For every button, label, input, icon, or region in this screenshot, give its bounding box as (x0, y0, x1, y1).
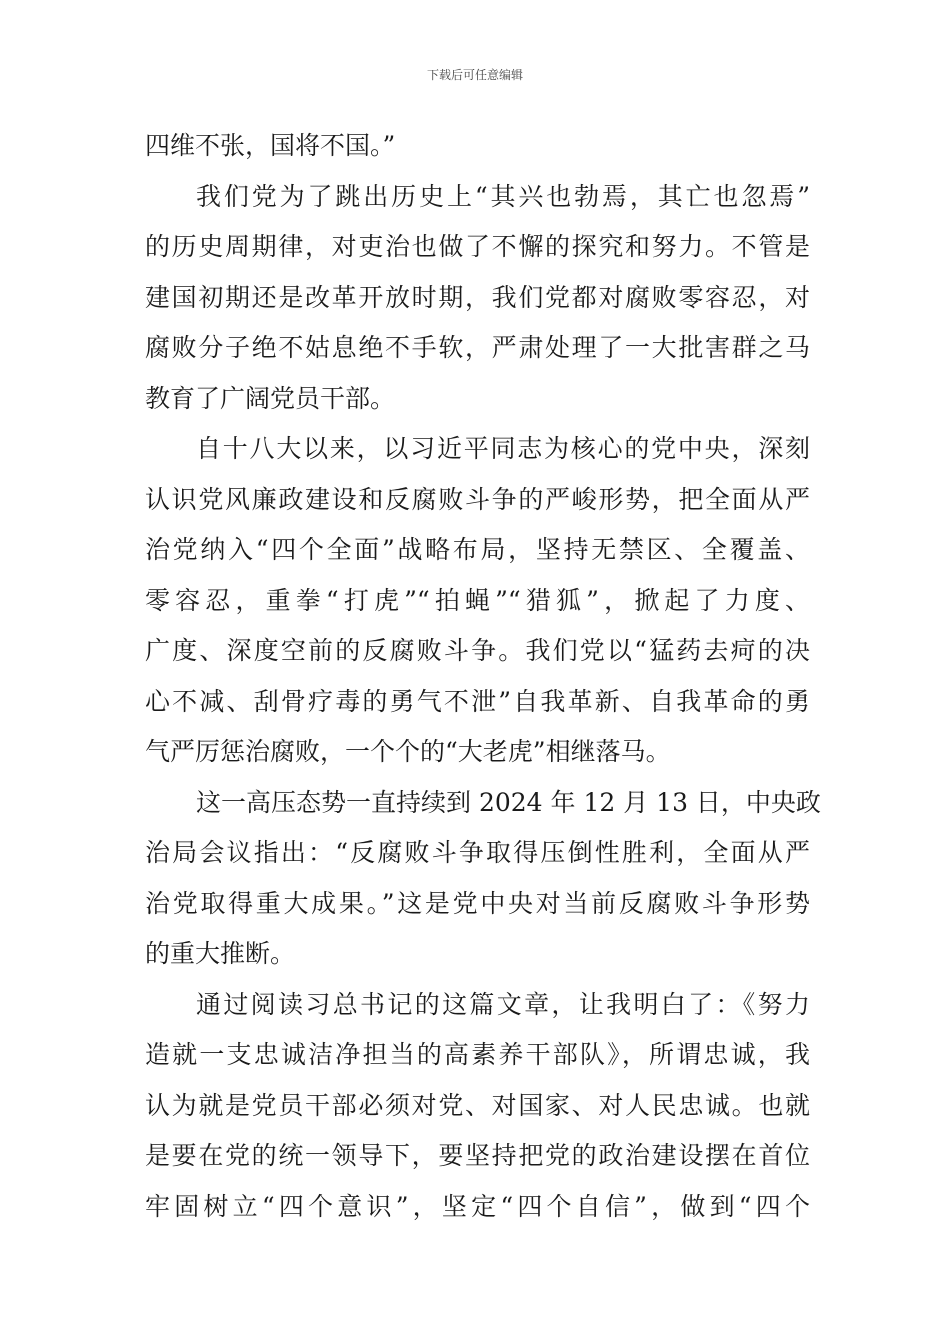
text-line: 广度、深度空前的反腐败斗争。我们党以“猛药去疴的决 (145, 636, 810, 665)
text-line: 这一高压态势一直持续到 2024 年 12 月 13 日，中央政 (196, 787, 821, 817)
text-line: 心不减、刮骨疗毒的勇气不泄”自我革新、自我革命的勇 (145, 686, 810, 716)
text-line: 认识党风廉政建设和反腐败斗争的严峻形势，把全面从严 (145, 484, 810, 514)
text-line: 建国初期还是改革开放时期，我们党都对腐败零容忍，对 (145, 282, 810, 312)
document-body (145, 121, 821, 1232)
text-line: 气严厉惩治腐败，一个个的“大老虎”相继落马。 (145, 737, 671, 766)
text-line: 的重大推断。 (145, 939, 296, 968)
text-line: 零容忍，重拳“打虎”“拍蝇”“猎狐”，掀起了力度、 (145, 585, 810, 615)
text-line: 牢固树立“四个意识”，坚定“四个自信”，做到“四个 (145, 1191, 810, 1221)
text-line: 四维不张，国将不国。” (145, 131, 396, 160)
text-line: 腐败分子绝不姑息绝不手软，严肃处理了一大批害群之马 (145, 333, 810, 362)
text-line: 认为就是党员干部必须对党、对国家、对人民忠诚。也就 (145, 1090, 810, 1120)
text-line: 是要在党的统一领导下，要坚持把党的政治建设摆在首位 (145, 1141, 810, 1170)
text-line: 教育了广阔党员干部。 (145, 383, 396, 413)
page-header: 下载后可任意编辑 (426, 68, 523, 82)
text-line: 治党取得重大成果。”这是党中央对当前反腐败斗争形势 (145, 888, 810, 918)
text-line: 自十八大以来，以习近平同志为核心的党中央，深刻 (196, 434, 810, 463)
text-line: 治党纳入“四个全面”战略布局，坚持无禁区、全覆盖、 (145, 535, 810, 564)
text-line: 我们党为了跳出历史上“其兴也勃焉，其亡也忽焉” (196, 181, 810, 211)
text-line: 通过阅读习总书记的这篇文章，让我明白了：《努力 (196, 989, 810, 1019)
text-line: 造就一支忠诚洁净担当的高素养干部队》，所谓忠诚，我 (145, 1040, 810, 1069)
text-line: 的历史周期律，对吏治也做了不懈的探究和努力。不管是 (145, 232, 810, 261)
text-line: 治局会议指出：“反腐败斗争取得压倒性胜利，全面从严 (145, 838, 810, 867)
